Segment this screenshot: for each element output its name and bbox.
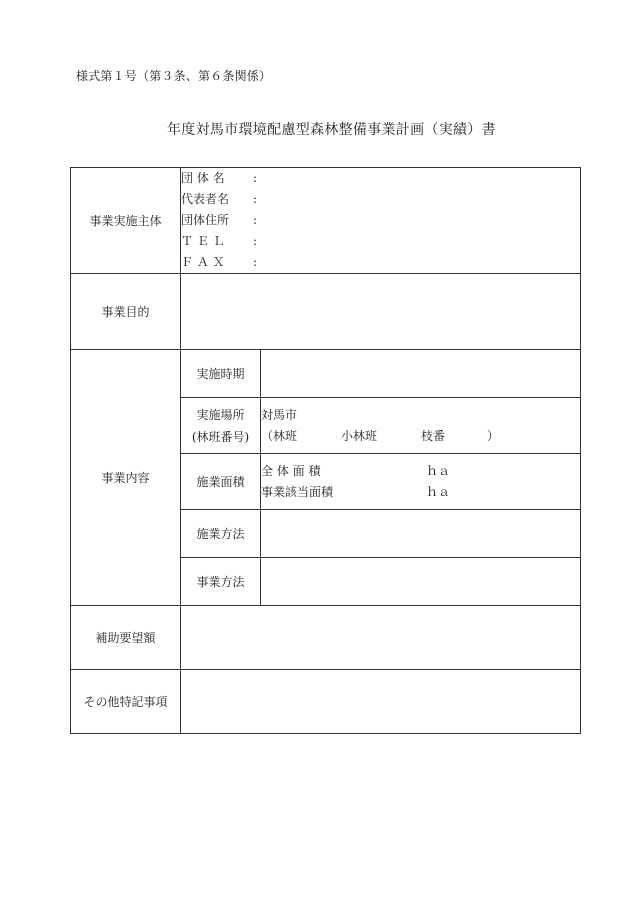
fax-colon: : bbox=[253, 255, 258, 269]
tel-field[interactable] bbox=[181, 231, 580, 252]
area-label: 施業面積 bbox=[181, 454, 261, 510]
total-area-unit: ｈａ bbox=[426, 463, 451, 478]
purpose-row bbox=[71, 274, 581, 350]
period-input-cell[interactable] bbox=[261, 350, 581, 398]
content-period-row bbox=[71, 350, 581, 398]
form-number: 様式第１号（第３条、第６条関係） bbox=[76, 69, 272, 83]
location-compartment-line bbox=[261, 426, 580, 447]
method-label: 施業方法 bbox=[181, 510, 261, 558]
location-input-cell[interactable] bbox=[261, 398, 581, 454]
location-label bbox=[181, 398, 261, 454]
subsidy-input-cell[interactable] bbox=[181, 606, 581, 670]
compartment-open: （林班 bbox=[261, 428, 298, 443]
total-area-line bbox=[261, 461, 580, 482]
branch-number-label: 枝番 bbox=[421, 428, 446, 443]
implementer-label: 事業実施主体 bbox=[71, 168, 181, 274]
representative-field[interactable] bbox=[181, 189, 580, 210]
tel-label: Ｔ Ｅ Ｌ bbox=[181, 234, 225, 248]
purpose-input-cell[interactable] bbox=[181, 274, 581, 350]
org-name-field[interactable] bbox=[181, 168, 580, 189]
compartment-close: ） bbox=[487, 428, 500, 443]
address-field[interactable] bbox=[181, 210, 580, 231]
subsidy-row bbox=[71, 606, 581, 670]
period-label: 実施時期 bbox=[181, 350, 261, 398]
content-label: 事業内容 bbox=[71, 350, 181, 606]
business-method-label: 事業方法 bbox=[181, 558, 261, 606]
notes-label: その他特記事項 bbox=[71, 670, 181, 734]
method-input-cell[interactable] bbox=[261, 510, 581, 558]
fax-field[interactable] bbox=[181, 252, 580, 273]
document-title: 年度対馬市環境配慮型森林整備事業計画（実績）書 bbox=[167, 122, 496, 138]
plan-form-table bbox=[70, 167, 581, 734]
representative-colon: : bbox=[253, 192, 258, 206]
applicable-area-line bbox=[261, 482, 580, 503]
address-label: 団体住所 bbox=[181, 213, 230, 227]
notes-row bbox=[71, 670, 581, 734]
total-area-label: 全 体 面 積 bbox=[261, 463, 321, 478]
purpose-label: 事業目的 bbox=[71, 274, 181, 350]
org-name-label: 団 体 名 bbox=[181, 171, 225, 185]
location-city: 対馬市 bbox=[261, 407, 298, 422]
subsidy-label: 補助要望額 bbox=[71, 606, 181, 670]
applicable-area-unit: ｈａ bbox=[426, 484, 451, 499]
sub-compartment-label: 小林班 bbox=[341, 428, 378, 443]
location-label-line2: (林班番号) bbox=[191, 429, 250, 444]
address-colon: : bbox=[253, 213, 258, 227]
implementer-fields[interactable] bbox=[181, 168, 581, 274]
location-label-line1: 実施場所 bbox=[196, 407, 245, 422]
implementer-row bbox=[71, 168, 581, 274]
notes-input-cell[interactable] bbox=[181, 670, 581, 734]
applicable-area-label: 事業該当面積 bbox=[261, 484, 334, 499]
fax-label: Ｆ Ａ Ｘ bbox=[181, 255, 225, 269]
business-method-input-cell[interactable] bbox=[261, 558, 581, 606]
representative-label: 代表者名 bbox=[181, 192, 230, 206]
org-name-colon: : bbox=[253, 171, 258, 185]
area-input-cell[interactable] bbox=[261, 454, 581, 510]
tel-colon: : bbox=[253, 234, 258, 248]
